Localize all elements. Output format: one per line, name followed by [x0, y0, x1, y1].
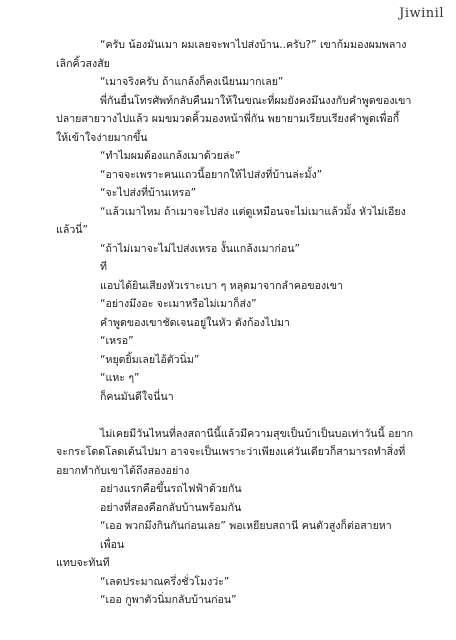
text-line: ไม่เคยมีวันไหนที่ลงสถานีนี้แล้วมีความสุขเป็นบ้าเป็นบอเท่าวันนี้ อยาก: [100, 427, 414, 440]
text-line: “ครับ น้องมันเมา ผมเลยจะพาไปส่งบ้าน..ครับ?” เขาก้มมองผมพลาง: [100, 39, 407, 51]
text-line: “เลตประมาณครึ่งชั่วโมงว่ะ”: [100, 575, 230, 588]
text-line: “ทำไมผมต้องแกล้งเมาด้วยล่ะ”: [100, 150, 241, 162]
text-line: “จะไปส่งที่บ้านเหรอ”: [100, 187, 197, 199]
text-line: ปลายสายวางไปแล้ว ผมขมวดคิ้วมองหน้าพี่กัน พยายามเรียบเรียงคำพูดเพื่อกี้: [56, 113, 400, 125]
text-line: ที: [100, 261, 107, 273]
text-line: “เหรอ”: [100, 335, 134, 347]
text-line: “แล้วเมาไหม ถ้าเมาจะไปส่ง แต่ดูเหมือนจะไม่เมาแล้วมั้ง หัวไม่เอียง: [100, 205, 406, 218]
text-line: “หยุดยิ้มเลยไอ้ตัวนิ่ม”: [100, 353, 200, 366]
text-line: “เออ พวกมึงกินกันก่อนเลย” พอเหยียบสถานี คนตัวสูงก็ต่อสายหาเพื่อน: [100, 520, 392, 551]
text-line: “เมาจริงครับ ถ้าแกล้งก็คงเนียนมากเลย”: [100, 76, 284, 88]
text-line: “ถ้าไม่เมาจะไม่ไปส่งเหรอ งั้นแกล้งเมาก่อน”: [100, 242, 301, 255]
text-line: จะกระโดดโลดเต้นไปมา อาจจะเป็นเพราะว่าเพียงแค่วันเดียวก็สามารถทำสิ่งที่: [56, 446, 406, 458]
page-header: Jiwinil: [399, 6, 444, 21]
blank-line: [56, 406, 414, 425]
text-line: “อย่างมึงอะ จะเมาหรือไม่เมาก็ส่ง”: [100, 298, 257, 310]
text-line: “เออ กูพาตัวนิ่มกลับบ้านก่อน”: [100, 594, 237, 606]
text-line: “แหะ ๆ”: [100, 372, 140, 384]
text-line: คำพูดของเขาชัดเจนอยู่ในหัว ดังก้องไปมา: [100, 316, 290, 329]
text-line: ก็คนมันดีใจนี่นา: [100, 390, 174, 403]
text-line: แทบจะทันที: [56, 557, 110, 569]
text-line: “อาจจะเพราะคนแถวนี้อยากให้ไปส่งที่บ้านล่ะมั้ง”: [100, 168, 323, 181]
text-line: อย่างแรกคือขึ้นรถไฟฟ้าด้วยกัน: [100, 483, 242, 495]
text-line: แอบได้ยินเสียงหัวเราะเบา ๆ หลุดมาจากลำคอของเขา: [100, 279, 343, 292]
text-line: ให้เข้าใจง่ายมากขึ้น: [56, 131, 148, 144]
text-line: เลิกคิ้วสงสัย: [56, 57, 110, 70]
text-line: แล้วนี่”: [56, 224, 88, 236]
document-body: [56, 36, 414, 610]
text-line: พี่กันยื่นโทรศัพท์กลับคืนมาให้ในขณะที่ผมยังคงมึนงงกับคำพูดของเขา: [100, 94, 412, 107]
text-line: อยากทำกับเขาได้ถึงสองอย่าง: [56, 464, 190, 477]
text-line: อย่างที่สองคือกลับบ้านพร้อมกัน: [100, 501, 242, 514]
